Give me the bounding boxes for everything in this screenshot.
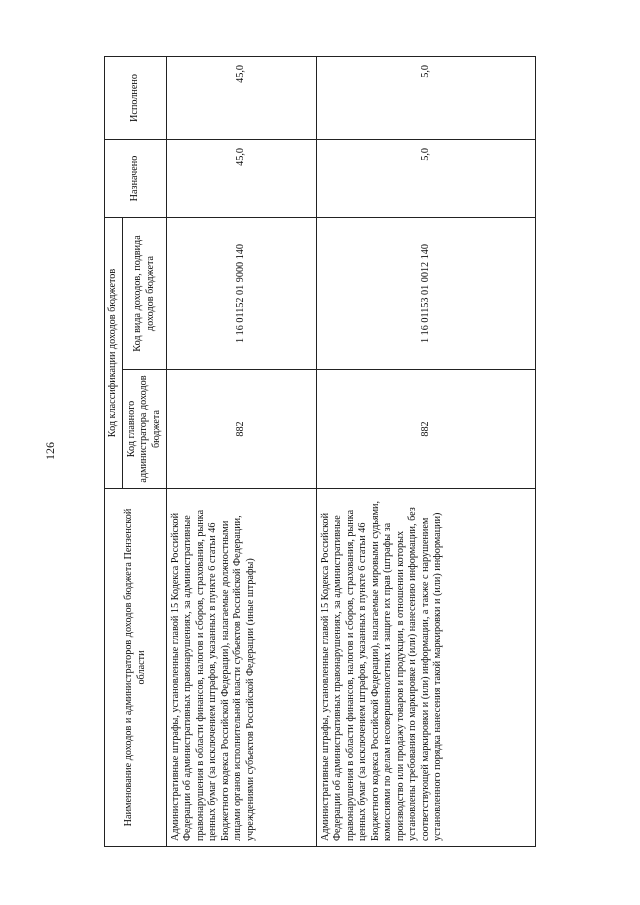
rotated-page-content — [104, 57, 536, 847]
row-executed: 45,0 — [167, 56, 317, 139]
table-row — [317, 56, 536, 846]
header-name: Наименование доходов и администраторов доходов бюджета Пензенской области — [105, 489, 167, 847]
table-row — [167, 56, 317, 846]
header-type-code: Код вида доходов, подвида доходов бюджета — [123, 217, 167, 369]
row-name: Административные штрафы, установленные главой 15 Кодекса Российской Федерации об административных правонарушениях, за административные правонарушения в области финансов, налогов и сборов, страхования, рынка ценных бумаг (за исключением штрафов, указанных в пункте 6 статьи 46 Бюджетного кодекса Российской Федерации), налагаемые должностными лицами органов исполнительной власти субъектов Российской Федерации, учреждениями субъектов Российской Федерации (иные штрафы) — [167, 489, 317, 847]
page-number: 126 — [43, 442, 57, 460]
header-assigned: Назначено — [105, 139, 167, 217]
revenue-table — [104, 56, 536, 847]
row-admin-code: 882 — [167, 370, 317, 489]
row-assigned: 5,0 — [317, 139, 536, 217]
row-name: Административные штрафы, установленные главой 15 Кодекса Российской Федерации об административных правонарушениях, за административные правонарушения в области финансов, налогов и сборов, страхования, рынка ценных бумаг (за исключением штрафов, указанных в пункте 6 статьи 46 Бюджетного кодекса Российской Федерации), налагаемые мировыми судьями, комиссиями по делам несовершеннолетних и защите их прав (штрафы за производство или продажу товаров и продукции, в отношении которых установлены требования по маркировке и (или) нанесению информации, без соответствующей маркировки и (или) информации, а также с нарушением установленного порядка нанесения такой маркировки и (или) информации) — [317, 489, 536, 847]
row-executed: 5,0 — [317, 56, 536, 139]
header-classification: Код классификации доходов бюджетов — [105, 217, 123, 488]
row-type-code: 1 16 01153 01 0012 140 — [317, 217, 536, 369]
row-type-code: 1 16 01152 01 9000 140 — [167, 217, 317, 369]
header-admin-code: Код главного администратора доходов бюджета — [123, 370, 167, 489]
row-admin-code: 882 — [317, 370, 536, 489]
header-executed: Исполнено — [105, 56, 167, 139]
row-assigned: 45,0 — [167, 139, 317, 217]
